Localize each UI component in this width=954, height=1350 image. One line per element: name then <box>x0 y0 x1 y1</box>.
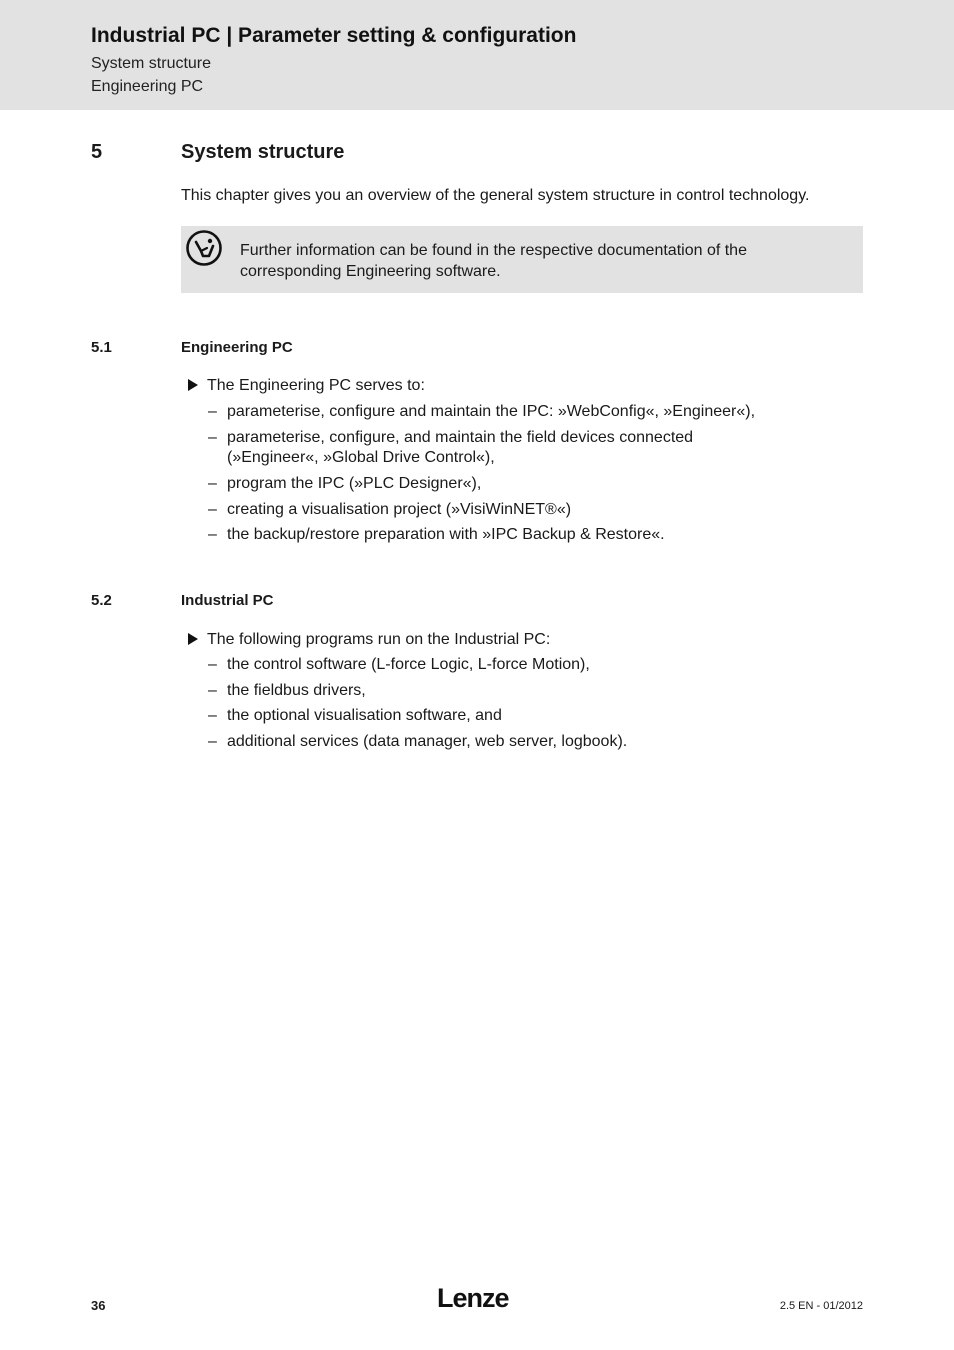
chapter-intro: This chapter gives you an overview of the general system structure in control technology. <box>181 187 810 204</box>
chapter-number: 5 <box>91 141 103 163</box>
list-item: – additional services (data manager, web server, logbook). <box>208 733 628 750</box>
version-label: 2.5 EN - 01/2012 <box>779 1300 863 1312</box>
section-title: Engineering PC <box>181 339 293 356</box>
list-item: – the control software (L-force Logic, L-force Motion), <box>208 656 590 673</box>
list-item: – parameterise, configure and maintain the IPC: »WebConfig«, »Engineer«), <box>208 403 756 420</box>
page-header <box>0 0 954 110</box>
note-box <box>181 226 863 293</box>
list-item: – parameterise, configure, and maintain the field devices connected (»Engineer«, »Global Drive Control«), <box>208 429 694 466</box>
list-item: – program the IPC (»PLC Designer«), <box>208 475 482 492</box>
section-number: 5.1 <box>91 339 112 356</box>
document-title: Industrial PC | Parameter setting & configuration <box>91 24 577 47</box>
list-item: – the backup/restore preparation with »IPC Backup & Restore«. <box>208 526 665 543</box>
section-title: Industrial PC <box>181 592 274 609</box>
section-number: 5.2 <box>91 592 112 609</box>
lenze-logo: Lenze <box>437 1283 509 1313</box>
section-lead: The Engineering PC serves to: <box>188 376 425 396</box>
list-item: – creating a visualisation project (»VisiWinNET®«) <box>208 501 572 518</box>
arrow-bullet-icon <box>188 633 198 645</box>
info-hand-icon <box>185 229 223 267</box>
breadcrumb-chapter: System structure <box>91 55 212 72</box>
list-item: – the fieldbus drivers, <box>208 682 366 699</box>
section-lead: The following programs run on the Industrial PC: <box>188 630 550 650</box>
list-item: – the optional visualisation software, and <box>208 707 502 724</box>
arrow-bullet-icon <box>188 379 198 391</box>
page-number: 36 <box>91 1298 106 1313</box>
breadcrumb-section: Engineering PC <box>91 78 204 95</box>
chapter-title: System structure <box>181 141 345 163</box>
note-text: Further information can be found in the respective documentation of the corresponding Engineering software. <box>240 242 747 280</box>
